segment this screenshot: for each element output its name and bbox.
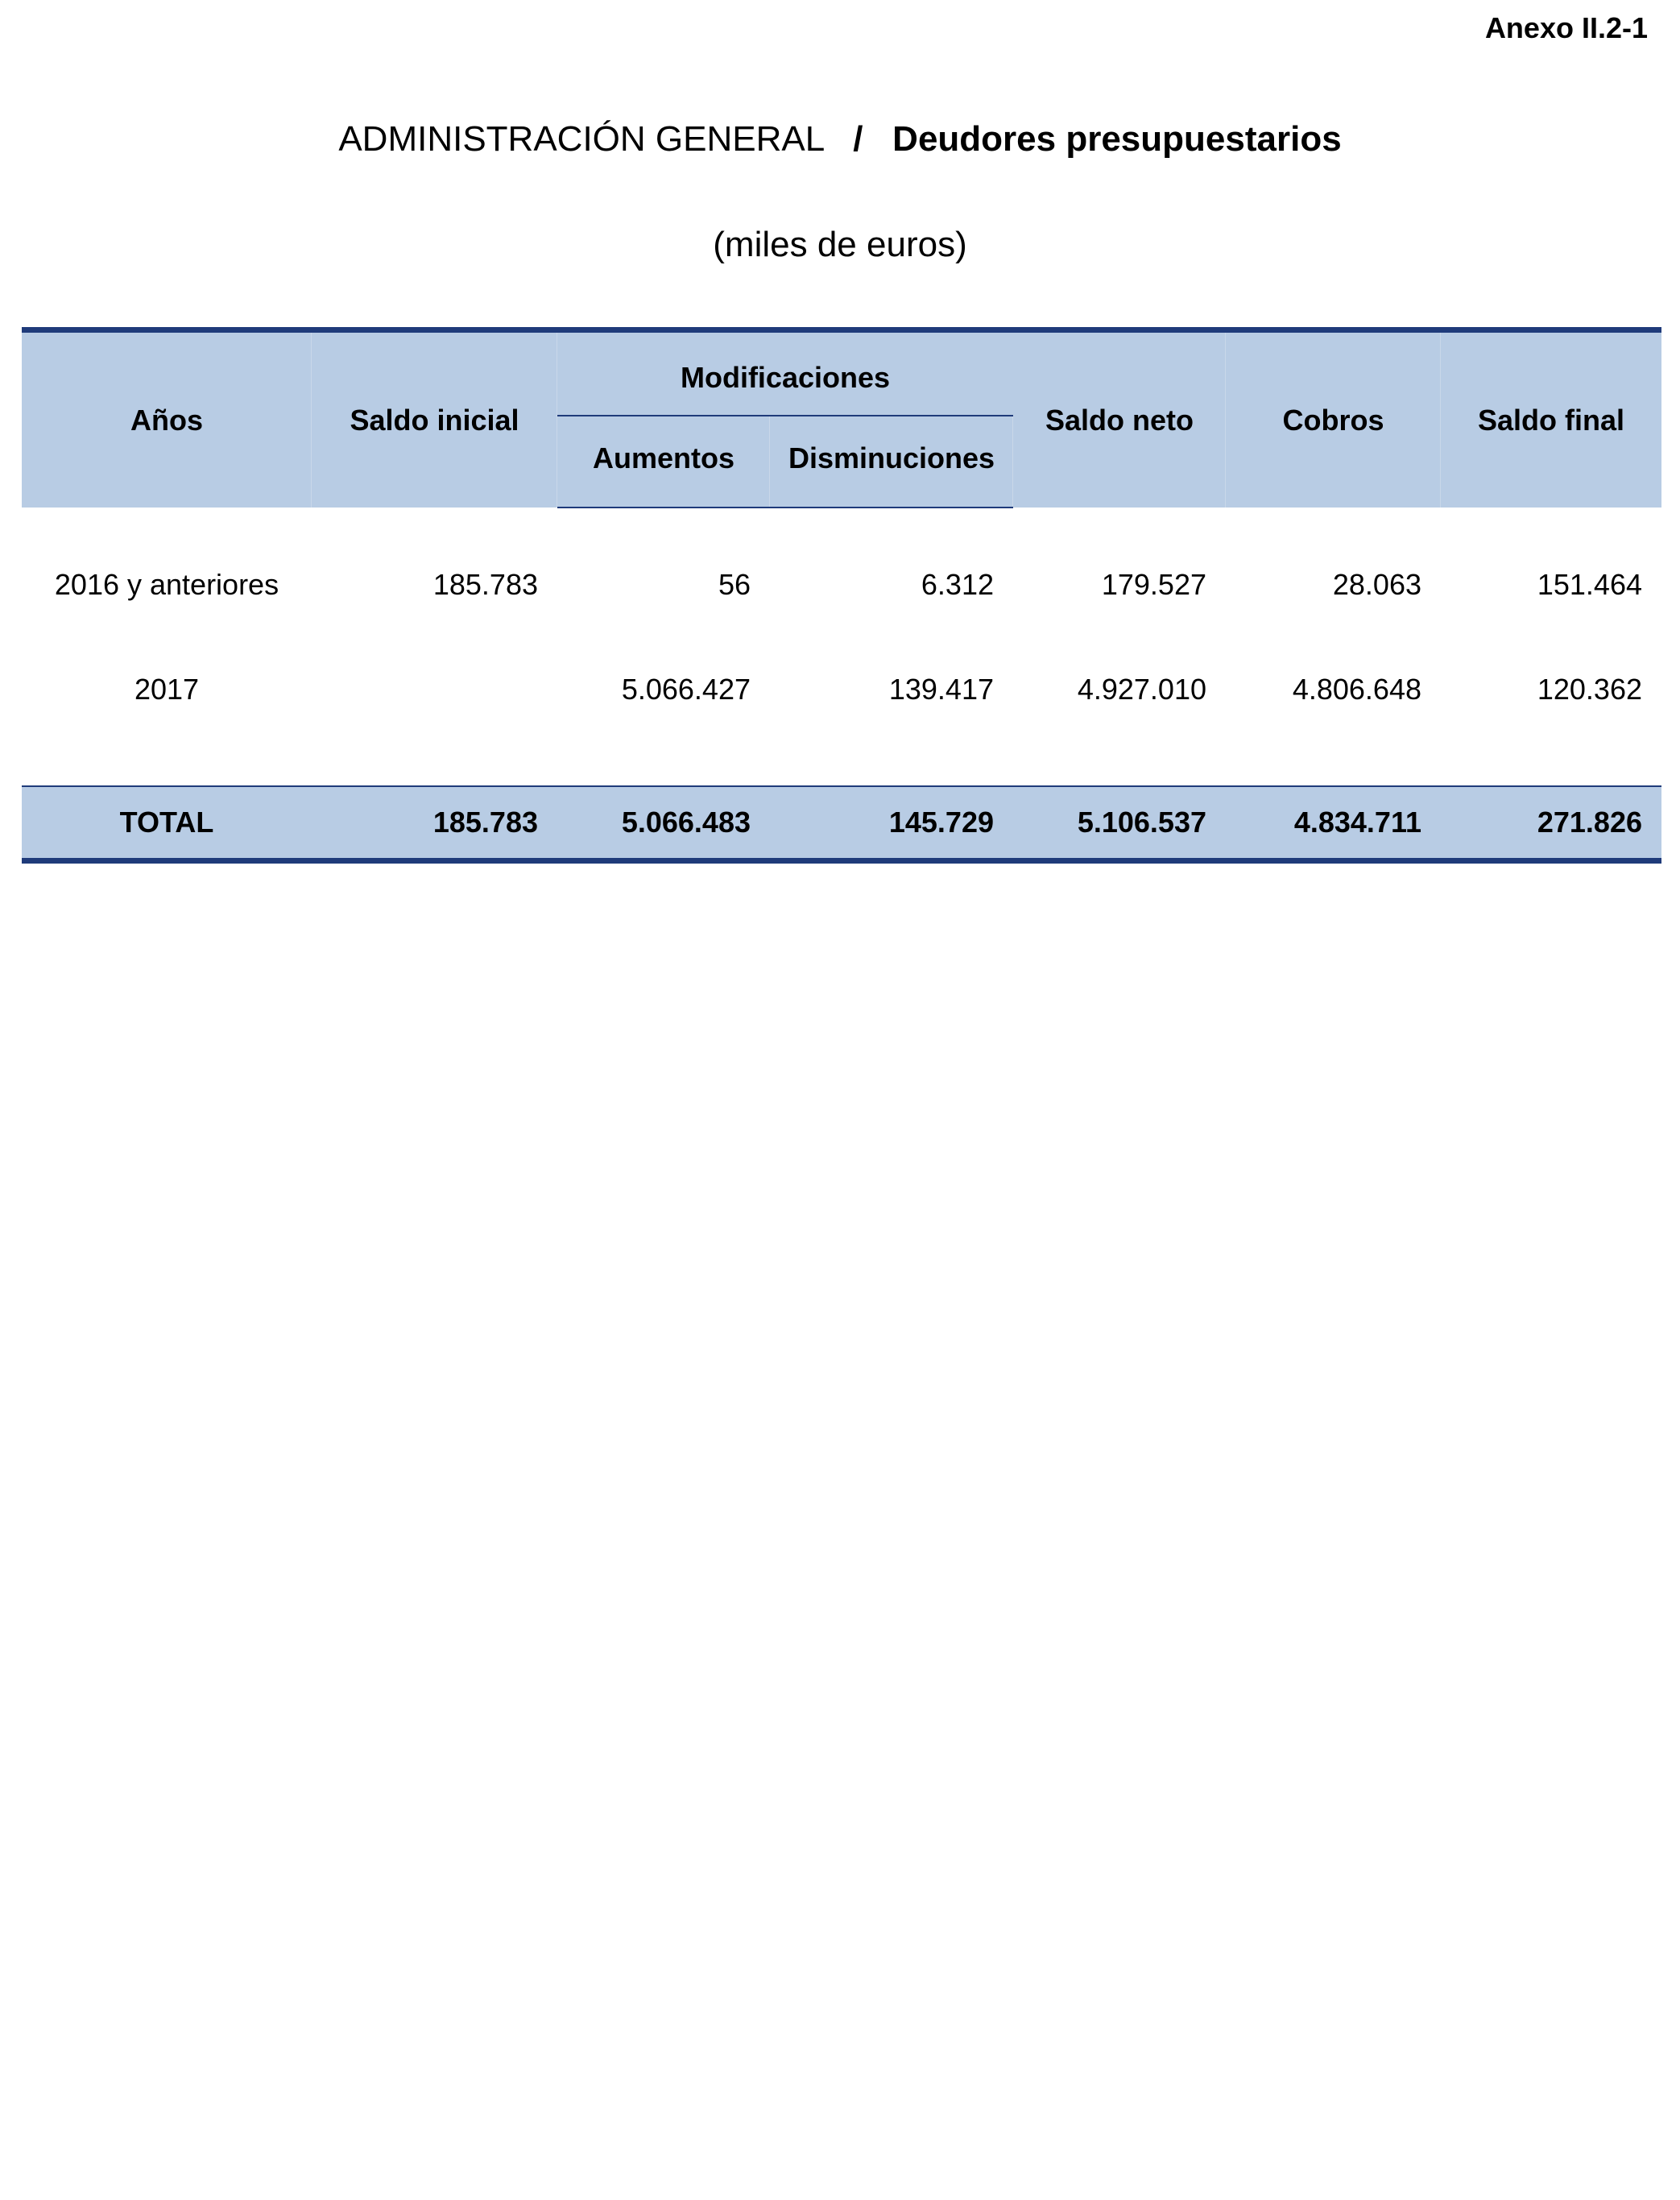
cell-net-balance: 179.527 <box>1101 568 1206 601</box>
table-row <box>22 629 1661 750</box>
total-final-balance: 271.826 <box>1441 786 1661 861</box>
header-collections: Cobros <box>1226 330 1441 508</box>
cell-collections: 4.806.648 <box>1292 673 1421 706</box>
title-entity: ADMINISTRACIÓN GENERAL <box>338 119 824 159</box>
cell-decreases: 6.312 <box>921 568 994 601</box>
header-net-balance: Saldo neto <box>1013 330 1226 508</box>
header-increases: Aumentos <box>557 416 770 508</box>
cell-final-balance: 151.464 <box>1537 568 1642 601</box>
total-decreases: 145.729 <box>770 786 1013 861</box>
cell-decreases: 139.417 <box>888 673 994 706</box>
header-final-balance: Saldo final <box>1441 330 1661 508</box>
total-label: TOTAL <box>22 786 312 861</box>
debtors-table <box>22 327 1661 864</box>
table-header <box>22 330 1661 508</box>
title-separator: / <box>853 119 863 159</box>
header-initial-balance: Saldo inicial <box>312 330 557 508</box>
cell-initial-balance: 185.783 <box>432 568 538 601</box>
cell-year: 2016 y anteriores <box>54 568 279 601</box>
total-initial-balance: 185.783 <box>312 786 557 861</box>
cell-initial-balance <box>312 629 557 750</box>
cell-net-balance: 4.927.010 <box>1077 673 1206 706</box>
annex-label: Anexo II.2-1 <box>1484 11 1648 44</box>
cell-collections: 28.063 <box>1332 568 1421 601</box>
header-decreases: Disminuciones <box>770 416 1013 508</box>
table-body <box>22 508 1661 786</box>
cell-year: 2017 <box>134 673 200 706</box>
header-years: Años <box>22 330 312 508</box>
total-row <box>22 786 1661 861</box>
total-increases: 5.066.483 <box>557 786 770 861</box>
table-row <box>22 541 1661 629</box>
total-collections: 4.834.711 <box>1226 786 1441 861</box>
page-title <box>0 117 1680 162</box>
cell-final-balance: 120.362 <box>1537 673 1642 706</box>
cell-increases: 56 <box>718 568 751 601</box>
header-modifications: Modificaciones <box>557 330 1013 416</box>
title-topic: Deudores presupuestarios <box>892 119 1342 159</box>
total-net-balance: 5.106.537 <box>1013 786 1226 861</box>
table-total <box>22 786 1661 861</box>
units-subtitle: (miles de euros) <box>713 225 967 264</box>
cell-increases: 5.066.427 <box>621 673 751 706</box>
